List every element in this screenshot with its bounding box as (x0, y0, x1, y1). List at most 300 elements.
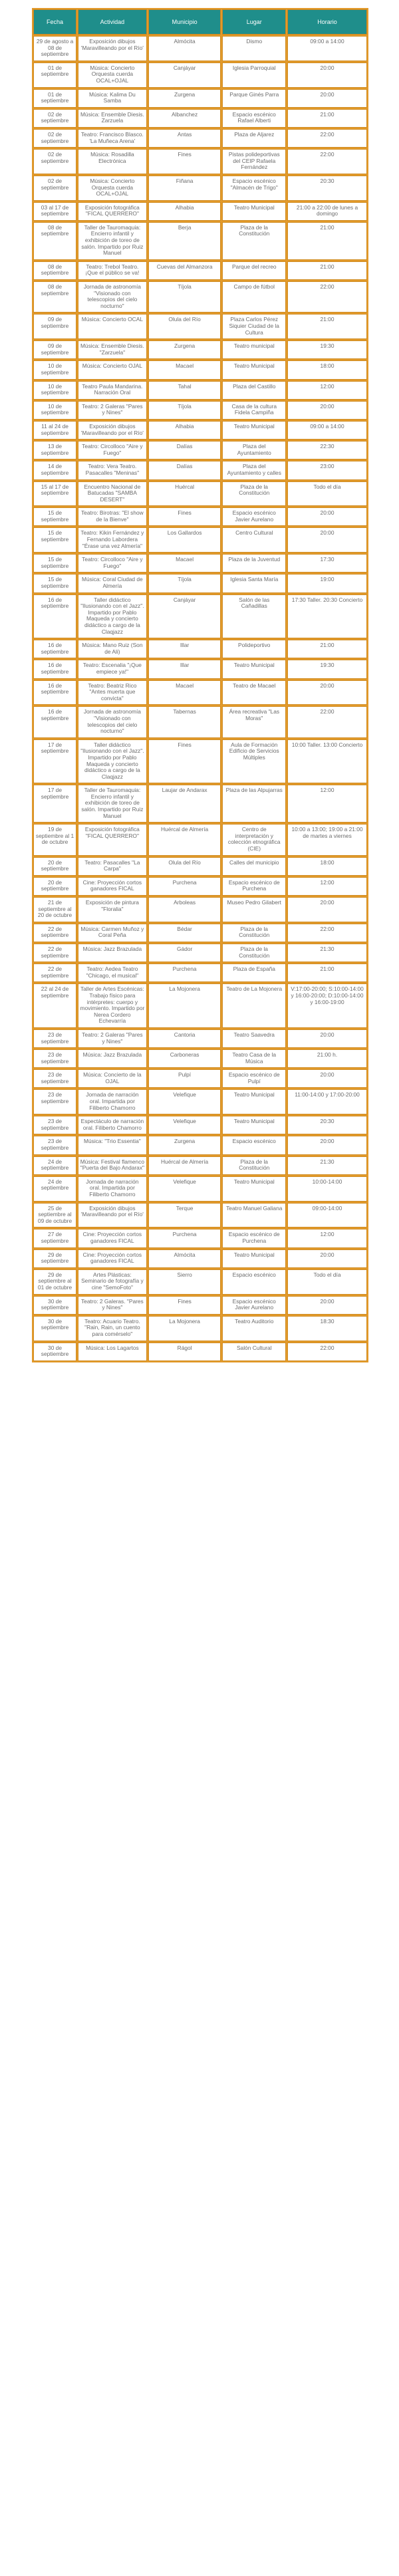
cell-fecha: 23 de septiembre (33, 1049, 76, 1068)
cell-lugar: Teatro Municipal (222, 360, 286, 379)
cell-actividad: Teatro: Trebol Teatro. ¡Que el público se va! (78, 261, 147, 280)
cell-horario: 20:00 (287, 401, 367, 420)
cell-fecha: 03 al 17 de septiembre (33, 202, 76, 221)
table-row (33, 441, 367, 459)
cell-municipio: Almócita (148, 1249, 221, 1268)
cell-actividad: Teatro: Birotras: "El show de la Bienve" (78, 507, 147, 526)
cell-lugar: Pistas polideportivas del CEIP Rafaela Fernández (222, 149, 286, 174)
cell-horario: 22:00 (287, 149, 367, 174)
table-row (33, 360, 367, 379)
cell-fecha: 17 de septiembre (33, 739, 76, 784)
cell-fecha: 11 al 24 de septiembre (33, 421, 76, 440)
cell-lugar: Espacio escénico (222, 1136, 286, 1154)
cell-lugar: Espacio escénico Javier Aurelano (222, 507, 286, 526)
cell-actividad: Música: Concierto de la OJAL (78, 1069, 147, 1088)
cell-lugar: Espacio escénico de Pulpí (222, 1069, 286, 1088)
table-row (33, 1089, 367, 1114)
cell-actividad: Música: Jazz Brazulada (78, 944, 147, 962)
cell-actividad: Música: Ensemble Diesis. Zarzuela (78, 109, 147, 128)
cell-actividad: Música: Concierto Orquesta cuerda OCAL+OJAL (78, 176, 147, 201)
cell-lugar: Teatro Municipal (222, 421, 286, 440)
cell-municipio: Huércal de Almería (148, 1156, 221, 1175)
cell-actividad: Teatro: Aedea Teatro "Chicago, el musical" (78, 964, 147, 982)
cell-lugar: Parque Ginés Parra (222, 89, 286, 108)
cell-actividad: Música: Kalima Du Samba (78, 89, 147, 108)
cell-fecha: 15 de septiembre (33, 527, 76, 553)
cell-municipio: Dalías (148, 441, 221, 459)
cell-horario: 20:00 (287, 63, 367, 88)
cell-lugar: Calles del municipio (222, 857, 286, 876)
cell-fecha: 01 de septiembre (33, 89, 76, 108)
cell-actividad: Jornada de astronomía "Visionado con telescopios del cielo nocturno" (78, 706, 147, 737)
cell-horario: 11:00-14:00 y 17:00-20:00 (287, 1089, 367, 1114)
cell-lugar: Área recreativa "Las Moras" (222, 706, 286, 737)
cell-lugar: Teatro de La Mojonera (222, 983, 286, 1028)
cell-horario: 20:30 (287, 176, 367, 201)
cell-fecha: 19 de septiembre al 1 de octubre (33, 824, 76, 855)
table-row (33, 1203, 367, 1228)
cell-fecha: 13 de septiembre (33, 441, 76, 459)
cell-horario: 21:30 (287, 1156, 367, 1175)
cell-lugar: Teatro Casa de la Música (222, 1049, 286, 1068)
cell-municipio: Fiñana (148, 176, 221, 201)
cell-lugar: Teatro Municipal (222, 1176, 286, 1202)
cell-actividad: Encuentro Nacional de Batucadas "SAMBA DESERT" (78, 481, 147, 507)
cell-lugar: Teatro Municipal (222, 660, 286, 678)
cell-horario: 17:30 (287, 554, 367, 573)
cell-municipio: Macael (148, 680, 221, 706)
cell-fecha: 27 de septiembre (33, 1229, 76, 1247)
cell-municipio: Velefique (148, 1176, 221, 1202)
cell-municipio: Tíjola (148, 281, 221, 313)
cell-fecha: 10 de septiembre (33, 401, 76, 420)
cell-municipio: Zurgena (148, 340, 221, 359)
cell-fecha: 15 de septiembre (33, 507, 76, 526)
cell-lugar: Plaza de la Juventud (222, 554, 286, 573)
cell-horario: 20:00 (287, 1029, 367, 1048)
cell-fecha: 09 de septiembre (33, 314, 76, 339)
cell-lugar: Plaza de la Constitución (222, 481, 286, 507)
cell-fecha: 23 de septiembre (33, 1089, 76, 1114)
cell-municipio: Purchena (148, 877, 221, 896)
schedule-table (32, 8, 368, 1362)
cell-horario: 21:30 (287, 944, 367, 962)
table-row (33, 1029, 367, 1048)
table-row (33, 89, 367, 108)
cell-horario: 20:00 (287, 89, 367, 108)
cell-horario: 20:00 (287, 680, 367, 706)
table-row (33, 1156, 367, 1175)
cell-municipio: Olula del Río (148, 314, 221, 339)
cell-lugar: Plaza del Castillo (222, 381, 286, 400)
cell-municipio: Carboneras (148, 1049, 221, 1068)
cell-horario: 18:30 (287, 1316, 367, 1341)
cell-horario: V:17:00-20:00; S:10:00-14:00 y 16:00-20:00; D:10:00-14:00 y 16:00-19:00 (287, 983, 367, 1028)
cell-lugar: Espacio escénico (222, 1269, 286, 1295)
table-row (33, 706, 367, 737)
cell-fecha: 30 de septiembre (33, 1343, 76, 1361)
cell-actividad: Espectáculo de narración oral. Filiberto Chamorro (78, 1116, 147, 1134)
cell-fecha: 15 de septiembre (33, 554, 76, 573)
cell-fecha: 23 de septiembre (33, 1116, 76, 1134)
cell-municipio: Macael (148, 360, 221, 379)
cell-municipio: La Mojonera (148, 983, 221, 1028)
cell-municipio: Tabernas (148, 706, 221, 737)
table-row (33, 897, 367, 922)
cell-actividad: Música: Jazz Brazulada (78, 1049, 147, 1068)
cell-fecha: 16 de septiembre (33, 680, 76, 706)
header-actividad: Actividad (78, 9, 147, 35)
table-row (33, 149, 367, 174)
cell-horario: 12:00 (287, 785, 367, 823)
cell-actividad: Teatro: Beatriz Rico "Antes muerta que convicta" (78, 680, 147, 706)
table-row (33, 109, 367, 128)
cell-municipio: Zurgena (148, 89, 221, 108)
cell-lugar: Teatro municipal (222, 340, 286, 359)
cell-horario: 18:00 (287, 360, 367, 379)
cell-lugar: Teatro Saavedra (222, 1029, 286, 1048)
cell-actividad: Exposición fotográfica "FICAL QUERRERO" (78, 824, 147, 855)
table-row (33, 924, 367, 942)
cell-lugar: Plaza de la Constitución (222, 944, 286, 962)
cell-fecha: 20 de septiembre (33, 877, 76, 896)
table-row (33, 527, 367, 553)
table-row (33, 574, 367, 592)
cell-actividad: Taller didáctico "Ilusionando con el Jazz". Impartido por Pablo Maqueda y concierto didáctico a cargo de la Claqjazz (78, 739, 147, 784)
cell-municipio: Almócita (148, 36, 221, 61)
table-row (33, 401, 367, 420)
cell-lugar: Parque del recreo (222, 261, 286, 280)
cell-municipio: Dalías (148, 461, 221, 479)
cell-horario: 22:00 (287, 1343, 367, 1361)
cell-actividad: Música: "Trio Essentia" (78, 1136, 147, 1154)
cell-horario: 09:00 a 14:00 (287, 421, 367, 440)
cell-fecha: 10 de septiembre (33, 381, 76, 400)
cell-lugar: Espacio escénico de Purchena (222, 1229, 286, 1247)
header-municipio: Municipio (148, 9, 221, 35)
cell-fecha: 16 de septiembre (33, 706, 76, 737)
cell-municipio: Illar (148, 660, 221, 678)
table-row (33, 340, 367, 359)
cell-municipio: Tahal (148, 381, 221, 400)
cell-lugar: Dismo (222, 36, 286, 61)
cell-actividad: Teatro: 2 Galeras "Pares y Nines" (78, 1029, 147, 1048)
header-row (33, 9, 367, 35)
cell-municipio: Tíjola (148, 574, 221, 592)
cell-fecha: 23 de septiembre (33, 1136, 76, 1154)
cell-horario: 19:00 (287, 574, 367, 592)
cell-actividad: Música: Ensemble Diesis. "Zarzuela" (78, 340, 147, 359)
cell-fecha: 22 de septiembre (33, 964, 76, 982)
cell-horario: 21:00 (287, 640, 367, 658)
cell-horario: 20:00 (287, 897, 367, 922)
cell-actividad: Música: Concierto OCAL (78, 314, 147, 339)
cell-municipio: Gádor (148, 944, 221, 962)
cell-horario: 19:30 (287, 660, 367, 678)
cell-lugar: Salón de las Cañadillas (222, 594, 286, 639)
cell-lugar: Salón Cultural (222, 1343, 286, 1361)
cell-lugar: Espacio escénico de Purchena (222, 877, 286, 896)
cell-fecha: 30 de septiembre (33, 1316, 76, 1341)
cell-lugar: Plaza de la Constitución (222, 924, 286, 942)
cell-fecha: 15 al 17 de septiembre (33, 481, 76, 507)
cell-horario: 22:00 (287, 129, 367, 148)
cell-actividad: Teatro: Acuario Teatro. "Rain, Rain, un cuento para comérselo" (78, 1316, 147, 1341)
table-row (33, 983, 367, 1028)
cell-actividad: Teatro: Circolloco "Aire y Fuego" (78, 554, 147, 573)
cell-fecha: 08 de septiembre (33, 222, 76, 260)
cell-fecha: 10 de septiembre (33, 360, 76, 379)
cell-lugar: Teatro Municipal (222, 1249, 286, 1268)
cell-fecha: 09 de septiembre (33, 340, 76, 359)
cell-municipio: Terque (148, 1203, 221, 1228)
cell-lugar: Espacio escénico "Almacén de Trigo" (222, 176, 286, 201)
table-row (33, 261, 367, 280)
cell-fecha: 08 de septiembre (33, 261, 76, 280)
cell-actividad: Música: Carmen Muñoz y Coral Peña (78, 924, 147, 942)
cell-municipio: Fines (148, 149, 221, 174)
cell-municipio: Velefique (148, 1089, 221, 1114)
cell-fecha: 08 de septiembre (33, 281, 76, 313)
table-row (33, 1136, 367, 1154)
cell-lugar: Plaza de España (222, 964, 286, 982)
cell-lugar: Plaza de Aljarez (222, 129, 286, 148)
cell-fecha: 23 de septiembre (33, 1029, 76, 1048)
cell-horario: 20:00 (287, 1296, 367, 1315)
cell-municipio: Berja (148, 222, 221, 260)
cell-municipio: Pulpí (148, 1069, 221, 1088)
cell-fecha: 22 de septiembre (33, 944, 76, 962)
cell-municipio: Zurgena (148, 1136, 221, 1154)
cell-fecha: 24 de septiembre (33, 1176, 76, 1202)
cell-horario: 22:30 (287, 441, 367, 459)
cell-actividad: Música: Coral Ciudad de Almería (78, 574, 147, 592)
cell-municipio: Alhabia (148, 421, 221, 440)
cell-lugar: Museo Pedro Gilabert (222, 897, 286, 922)
cell-actividad: Teatro: Circolloco "Aire y Fuego" (78, 441, 147, 459)
table-row (33, 481, 367, 507)
table-row (33, 281, 367, 313)
cell-municipio: Laujar de Andarax (148, 785, 221, 823)
table-row (33, 1049, 367, 1068)
cell-horario: 20:00 (287, 1136, 367, 1154)
cell-lugar: Teatro Municipal (222, 1116, 286, 1134)
cell-actividad: Jornada de narración oral. Impartida por Filiberto Chamorro (78, 1089, 147, 1114)
header-horario: Horario (287, 9, 367, 35)
cell-horario: 21:00 (287, 222, 367, 260)
cell-actividad: Taller de Artes Escénicas: Trabajo físico para intérpretes: cuerpo y movimiento. Impartido por Nerea Cordero Echevarría (78, 983, 147, 1028)
cell-fecha: 25 de septiembre al 09 de octubre (33, 1203, 76, 1228)
cell-horario: 21:00 a 22:00 de lunes a domingo (287, 202, 367, 221)
cell-horario: 09:00-14:00 (287, 1203, 367, 1228)
cell-fecha: 23 de septiembre (33, 1069, 76, 1088)
table-row (33, 680, 367, 706)
header-lugar: Lugar (222, 9, 286, 35)
cell-fecha: 02 de septiembre (33, 176, 76, 201)
cell-lugar: Polideportivo (222, 640, 286, 658)
cell-actividad: Jornada de astronomía "Visionado con telescopios del cielo nocturno" (78, 281, 147, 313)
schedule-wrapper (32, 8, 368, 1362)
cell-fecha: 14 de septiembre (33, 461, 76, 479)
table-row (33, 857, 367, 876)
cell-lugar: Teatro Municipal (222, 1089, 286, 1114)
cell-lugar: Plaza del Ayuntamiento (222, 441, 286, 459)
cell-actividad: Cine: Proyección cortos ganadores FICAL (78, 877, 147, 896)
table-row (33, 739, 367, 784)
cell-lugar: Centro Cultural (222, 527, 286, 553)
cell-fecha: 29 de septiembre al 01 de octubre (33, 1269, 76, 1295)
cell-horario: 12:00 (287, 1229, 367, 1247)
cell-fecha: 29 de agosto a 08 de septiembre (33, 36, 76, 61)
cell-actividad: Música: Concierto Orquesta cuerda OCAL+OJAL (78, 63, 147, 88)
cell-municipio: Velefique (148, 1116, 221, 1134)
cell-horario: 20:00 (287, 527, 367, 553)
cell-actividad: Teatro: 2 Galeras. "Pares y Nines" (78, 1296, 147, 1315)
cell-lugar: Espacio escénico Rafael Alberti (222, 109, 286, 128)
cell-fecha: 16 de septiembre (33, 660, 76, 678)
table-row (33, 824, 367, 855)
cell-fecha: 24 de septiembre (33, 1156, 76, 1175)
cell-horario: 09:00 a 14:00 (287, 36, 367, 61)
cell-fecha: 16 de septiembre (33, 640, 76, 658)
cell-fecha: 22 de septiembre (33, 924, 76, 942)
cell-horario: 10:00-14:00 (287, 1176, 367, 1202)
table-row (33, 594, 367, 639)
cell-municipio: Fines (148, 1296, 221, 1315)
table-row (33, 461, 367, 479)
cell-actividad: Teatro: Escenalia "¡Que empiece ya!" (78, 660, 147, 678)
cell-lugar: Espacio escénico Javier Aurelano (222, 1296, 286, 1315)
cell-lugar: Teatro de Macael (222, 680, 286, 706)
header-fecha: Fecha (33, 9, 76, 35)
cell-horario: 19:30 (287, 340, 367, 359)
cell-municipio: Purchena (148, 1229, 221, 1247)
cell-actividad: Exposición dibujos 'Maravilleando por el Río' (78, 1203, 147, 1228)
cell-lugar: Plaza Carlos Pérez Siquier Ciudad de la Cultura (222, 314, 286, 339)
table-header (33, 9, 367, 35)
table-row (33, 36, 367, 61)
cell-horario: 17:30 Taller. 20:30 Concierto (287, 594, 367, 639)
cell-actividad: Exposición dibujos 'Maravilleando por el Río' (78, 421, 147, 440)
cell-actividad: Música: Mano Ruiz (Son de Ali) (78, 640, 147, 658)
table-row (33, 660, 367, 678)
cell-actividad: Música: Festival flamenco "Puerta del Bajo Andarax" (78, 1156, 147, 1175)
cell-horario: 23:00 (287, 461, 367, 479)
cell-horario: 21:00 h. (287, 1049, 367, 1068)
cell-horario: 22:00 (287, 924, 367, 942)
table-row (33, 381, 367, 400)
cell-lugar: Plaza del Ayuntamiento y calles (222, 461, 286, 479)
cell-horario: 18:00 (287, 857, 367, 876)
cell-actividad: Exposición dibujos 'Maravilleando por el Río' (78, 36, 147, 61)
table-row (33, 222, 367, 260)
cell-horario: Todo el día (287, 1269, 367, 1295)
cell-fecha: 20 de septiembre (33, 857, 76, 876)
cell-horario: Todo el día (287, 481, 367, 507)
table-row (33, 1269, 367, 1295)
cell-horario: 12:00 (287, 381, 367, 400)
cell-fecha: 22 al 24 de septiembre (33, 983, 76, 1028)
cell-municipio: Cuevas del Almanzora (148, 261, 221, 280)
table-row (33, 1116, 367, 1134)
cell-municipio: Canjáyar (148, 594, 221, 639)
cell-municipio: Cantoria (148, 1029, 221, 1048)
table-row (33, 785, 367, 823)
table-row (33, 877, 367, 896)
table-row (33, 63, 367, 88)
cell-municipio: Tíjola (148, 401, 221, 420)
table-row (33, 129, 367, 148)
table-row (33, 1249, 367, 1268)
cell-municipio: Fines (148, 739, 221, 784)
cell-actividad: Cine: Proyección cortos ganadores FICAL (78, 1249, 147, 1268)
cell-lugar: Plaza de las Alpujarras (222, 785, 286, 823)
table-row (33, 640, 367, 658)
cell-actividad: Exposición de pintura "Floralia" (78, 897, 147, 922)
cell-fecha: 30 de septiembre (33, 1296, 76, 1315)
cell-fecha: 29 de septiembre (33, 1249, 76, 1268)
cell-horario: 20:00 (287, 1069, 367, 1088)
cell-actividad: Música: Los Lagartos (78, 1343, 147, 1361)
table-row (33, 421, 367, 440)
cell-actividad: Teatro: Francisco Blasco. 'La Muñeca Arena' (78, 129, 147, 148)
cell-municipio: Huércal (148, 481, 221, 507)
cell-horario: 12:00 (287, 877, 367, 896)
cell-actividad: Jornada de narración oral. Impartida por Filiberto Chamorro (78, 1176, 147, 1202)
cell-municipio: Albanchez (148, 109, 221, 128)
cell-actividad: Taller didáctico "Ilusionando con el Jazz". Impartido por Pablo Maqueda y concierto didáctico a cargo de la Claqjazz (78, 594, 147, 639)
cell-actividad: Taller de Tauromaquia: Encierro infantil y exhibición de toreo de salón. Impartido por Ruiz Manuel (78, 222, 147, 260)
cell-lugar: Plaza de la Constitución (222, 222, 286, 260)
cell-municipio: La Mojonera (148, 1316, 221, 1341)
cell-municipio: Canjáyar (148, 63, 221, 88)
cell-lugar: Casa de la cultura Fidela Campiña (222, 401, 286, 420)
table-body (33, 36, 367, 1361)
cell-fecha: 16 de septiembre (33, 594, 76, 639)
cell-lugar: Teatro Auditorio (222, 1316, 286, 1341)
cell-municipio: Purchena (148, 964, 221, 982)
cell-municipio: Bédar (148, 924, 221, 942)
cell-horario: 22:00 (287, 281, 367, 313)
cell-actividad: Taller de Tauromaquia: Encierro infantil y exhibición de toreo de salón. Impartido por Ruiz Manuel (78, 785, 147, 823)
cell-municipio: Sierro (148, 1269, 221, 1295)
cell-fecha: 17 de septiembre (33, 785, 76, 823)
cell-fecha: 01 de septiembre (33, 63, 76, 88)
table-row (33, 1316, 367, 1341)
cell-actividad: Teatro: 2 Galeras "Pares y Nines" (78, 401, 147, 420)
cell-lugar: Teatro Manuel Galiana (222, 1203, 286, 1228)
table-row (33, 1229, 367, 1247)
cell-horario: 20:00 (287, 1249, 367, 1268)
cell-horario: 21:00 (287, 964, 367, 982)
cell-municipio: Arboleas (148, 897, 221, 922)
cell-municipio: Los Gallardos (148, 527, 221, 553)
cell-actividad: Música: Concierto OJAL (78, 360, 147, 379)
table-row (33, 1069, 367, 1088)
cell-horario: 21:00 (287, 261, 367, 280)
cell-actividad: Teatro: Kikin Fernández y Fernando Labordera "Érase una vez Almería" (78, 527, 147, 553)
cell-fecha: 21 de septiembre al 20 de octubre (33, 897, 76, 922)
table-row (33, 964, 367, 982)
cell-actividad: Artes Plásticas: Seminario de fotografía y cine "SemoFoto" (78, 1269, 147, 1295)
cell-horario: 21:00 (287, 314, 367, 339)
cell-horario: 21:00 (287, 109, 367, 128)
cell-municipio: Macael (148, 554, 221, 573)
cell-municipio: Huércal de Almería (148, 824, 221, 855)
cell-municipio: Illar (148, 640, 221, 658)
cell-horario: 10:00 a 13:00; 19:00 a 21:00 de martes a viernes (287, 824, 367, 855)
cell-fecha: 02 de septiembre (33, 129, 76, 148)
